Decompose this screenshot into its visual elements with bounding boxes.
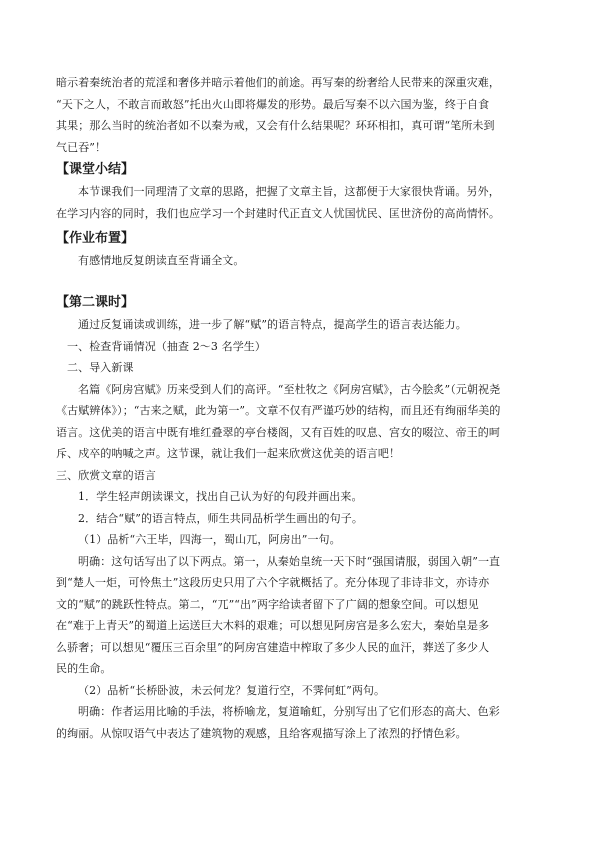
paragraph-line: 有感情地反复朗读直至背诵全文。 bbox=[78, 254, 245, 267]
step-item: 三、欣赏文章的语言 bbox=[56, 468, 156, 482]
paragraph-line: 明确：这句话写出了以下两点。第一，从秦始皇统一天下时“强国请服，弱国入朝”一直 bbox=[78, 554, 501, 568]
paragraph-line: 其果；那么当时的统治者如不以秦为戒，又会有什么结果呢？环环相扣，真可谓“笔所未到 bbox=[56, 119, 495, 132]
paragraph-line: 文的“赋”的跳跃性特点。第二，“兀”“出”两字给读者留下了广阔的想象空间。可以想见 bbox=[56, 597, 479, 611]
lesson2-heading: 【第二课时】 bbox=[56, 295, 135, 310]
summary-heading: 【课堂小结】 bbox=[56, 162, 135, 177]
summary-section bbox=[56, 159, 544, 224]
paragraph-line: 通过反复诵读或训练，进一步了解“赋”的语言特点，提高学生的语言表达能力。 bbox=[78, 318, 467, 331]
paragraph-line: 明确：作者运用比喻的手法，将桥喻龙，复道喻虹，分别写出了它们形态的高大、色彩 bbox=[78, 705, 500, 718]
sub-item: （1）品析“六王毕，四海一，蜀山兀，阿房出”一句。 bbox=[78, 533, 341, 546]
paragraph-line: 么骄奢；可以想见“覆压三百余里”的阿房宫建造中榨取了多少人民的血汗，葬送了多少人 bbox=[56, 640, 490, 654]
paragraph-line: “天下之人，不敢言而敢怒”托出火山即将爆发的形势。最后写秦不以六国为鉴，终于自食 bbox=[56, 97, 490, 111]
paragraph-line: 《古赋辨体》）；“古来之赋，此为第一”。文章不仅有严谨巧妙的结构，而且还有绚丽华美的 bbox=[56, 404, 501, 417]
paragraph-line: 在学习内容的同时，我们也应学习一个封建时代正直文人忧国忧民、匡世济份的高尚情怀。 bbox=[56, 206, 500, 220]
paragraph-line: 的绚丽。从惊叹语气中表达了建筑物的观感，且给客观描写涂上了浓烈的抒情色彩。 bbox=[56, 726, 467, 740]
step-item: 二、导入新课 bbox=[67, 361, 134, 374]
sub-item: （2）品析“长桥卧波，未云何龙？复道行空，不霁何虹”两句。 bbox=[78, 683, 386, 697]
paragraph-line: 气已吞”！ bbox=[56, 140, 107, 154]
paragraph-line: 到“楚人一炬，可怜焦土”这段历史只用了六个字就概括了。充分体现了非诗非文，亦诗亦 bbox=[56, 576, 490, 589]
list-item: 2．结合“赋”的语言特点，师生共同品析学生画出的句子。 bbox=[78, 511, 363, 525]
paragraph-line: 暗示着秦统治者的荒淫和奢侈并暗示着他们的前途。再写秦的纷奢给人民带来的深重灾难， bbox=[56, 76, 500, 89]
homework-section bbox=[56, 228, 544, 272]
intro-paragraph bbox=[56, 72, 544, 158]
paragraph-line: 本节课我们一同理清了文章的思路，把握了文章主旨，这都便于大家很快背诵。另外， bbox=[78, 185, 500, 198]
homework-heading: 【作业布置】 bbox=[56, 231, 135, 246]
paragraph-line: 民的生命。 bbox=[56, 662, 112, 675]
paragraph-line: 斥、戍卒的呐喊之声。这节课，就让我们一起来欣赏这优美的语言吧！ bbox=[56, 447, 401, 460]
paragraph-line: 语言。这优美的语言中既有堆红叠翠的亭台楼阁，又有百姓的叹息、宫女的啜泣、帝王的呵 bbox=[56, 425, 500, 439]
lesson2-section bbox=[56, 292, 544, 744]
paragraph-line: 名篇《阿房宫赋》历来受到人们的高评。“至杜牧之《阿房宫赋》，古今脍炙”（元朝祝尧 bbox=[78, 382, 501, 396]
step-item: 一、检查背诵情况（抽查 2～3 名学生） bbox=[67, 339, 266, 353]
paragraph-line: 在“难于上青天”的蜀道上运送巨大木料的艰难；可以想见阿房宫是多么宏大，秦始皇是多 bbox=[56, 619, 490, 632]
list-item: 1．学生轻声朗读课文，找出自己认为好的句段并画出来。 bbox=[78, 490, 363, 503]
